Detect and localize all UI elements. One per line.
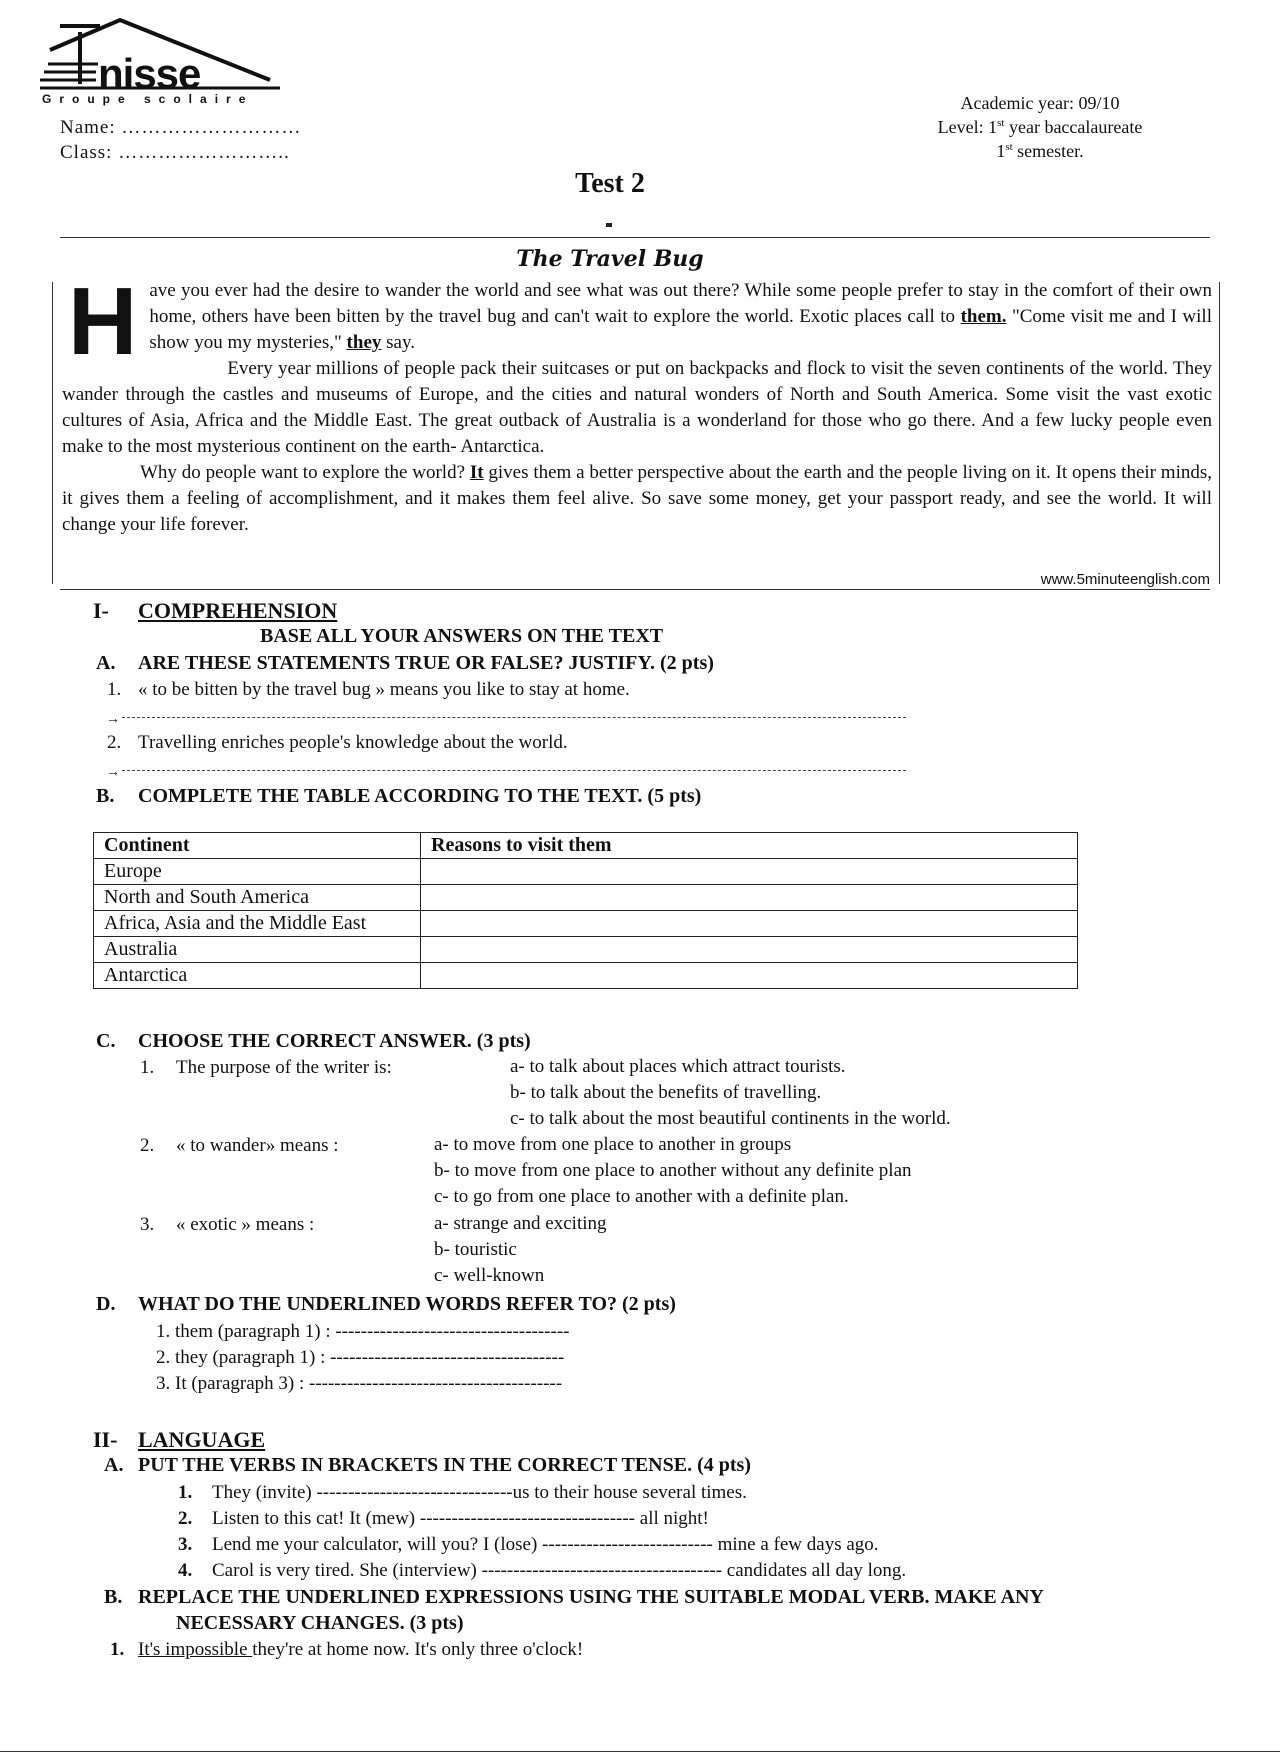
section-2-title: LANGUAGE — [138, 1427, 266, 1452]
reference-item-2[interactable]: 2. they (paragraph 1) : ------------------------------------- — [156, 1347, 565, 1368]
page-bottom-rule — [0, 1751, 1280, 1752]
tense-item-2[interactable]: Listen to this cat! It (mew) ---------------------------------- all night! — [212, 1508, 709, 1529]
class-field[interactable]: Class: …………………….. — [60, 142, 290, 163]
part-c-title: CHOOSE THE CORRECT ANSWER. (3 pts) — [138, 1030, 531, 1052]
tense-item-1[interactable]: They (invite) -------------------------------us to their house several times. — [212, 1482, 747, 1503]
part-c-letter: C. — [96, 1030, 116, 1052]
p1-text-b: "Come visit me and I will show you my mysteries," — [149, 306, 1212, 353]
logo-wordmark: nisse — [98, 50, 201, 97]
arrow-icon: → — [106, 712, 120, 727]
table-row — [94, 963, 1078, 989]
passage-paragraph-2: Every year millions of people pack their suitcases or put on backpacks and flock to visit the seven continents of the world. They wander through the castles and museums of Europe, and the cities and natural wonders of North and South America. Some visit the vast exotic cultures of Asia, Africa and the Middle East. The great outback of Australia is a wonderland for those who go there. And a few lucky people even make to the most mysterious continent on the earth- Antarctica. — [62, 358, 1212, 457]
reading-passage — [62, 268, 1213, 538]
tf-1-number: 1. — [107, 679, 122, 700]
passage-title: The Travel Bug — [516, 246, 704, 272]
mcq-2-question: « to wander» means : — [176, 1135, 339, 1156]
part-a-title: ARE THESE STATEMENTS TRUE OR FALSE? JUSTIFY. (2 pts) — [138, 652, 714, 674]
level-prefix: Level: 1 — [937, 117, 998, 137]
part-d-title: WHAT DO THE UNDERLINED WORDS REFER TO? (2 pts) — [138, 1293, 676, 1315]
tense-1-number: 1. — [178, 1482, 193, 1503]
semester-num: 1 — [996, 141, 1006, 161]
lang-part-a-letter: A. — [104, 1454, 124, 1476]
mcq-3-option-b[interactable]: b- touristic — [434, 1239, 517, 1260]
modal-item-1-rest: they're at home now. It's only three o'clock! — [252, 1639, 584, 1660]
table-cell-answer[interactable] — [421, 911, 1078, 937]
lang-part-b-title-1: REPLACE THE UNDERLINED EXPRESSIONS USING THE SUITABLE MODAL VERB. MAKE ANY — [138, 1586, 1044, 1608]
mcq-1-option-a[interactable]: a- to talk about places which attract tourists. — [510, 1056, 846, 1077]
arrow-icon: → — [106, 765, 120, 780]
passage-paragraph-3 — [62, 460, 1212, 538]
table-row — [94, 885, 1078, 911]
table-cell-answer[interactable] — [421, 963, 1078, 989]
tense-item-3[interactable]: Lend me your calculator, will you? I (lose) --------------------------- mine a few days ago. — [212, 1534, 879, 1555]
table-cell-answer[interactable] — [421, 859, 1078, 885]
school-logo — [40, 18, 320, 108]
part-b-title: COMPLETE THE TABLE ACCORDING TO THE TEXT. (5 pts) — [138, 785, 702, 807]
semester-sup: st — [1005, 141, 1013, 153]
lang-part-b-title-2: NECESSARY CHANGES. (3 pts) — [176, 1612, 464, 1634]
mcq-2-number: 2. — [140, 1135, 155, 1156]
underlined-they: they — [346, 332, 382, 353]
underlined-them: them. — [960, 306, 1007, 327]
mcq-2-option-b[interactable]: b- to move from one place to another without any definite plan — [434, 1160, 912, 1181]
section-1-title: COMPREHENSION — [138, 598, 338, 623]
level-sup: st — [997, 117, 1005, 129]
tf-statement-2: Travelling enriches people's knowledge about the world. — [138, 732, 568, 753]
lang-part-a-title: PUT THE VERBS IN BRACKETS IN THE CORRECT TENSE. (4 pts) — [138, 1454, 751, 1476]
name-field[interactable]: Name: ……………………… — [60, 117, 302, 138]
table-cell-continent: Europe — [94, 859, 421, 885]
p1-text-a: ave you ever had the desire to wander the world and see what was out there? While some people prefer to stay in the comfort of their own home, others have been bitten by the travel bug and can't wait to explore the world. Exotic places call to — [149, 280, 1212, 327]
passage-frame-left — [52, 282, 53, 584]
source-url: www.5minuteenglish.com — [1040, 571, 1210, 588]
lang-part-b-letter: B. — [104, 1586, 123, 1608]
tense-2-number: 2. — [178, 1508, 193, 1529]
passage-paragraph-1 — [62, 268, 1212, 375]
p3-text-b: gives them a better perspective about the earth and the people living on it. It opens their minds, it gives them a feeling of accomplishment, and it makes them feel alive. So save some money, get your passport ready, and see the world. It will change your life forever. — [62, 462, 1213, 535]
semester-suffix: semester. — [1012, 141, 1084, 161]
part-b-letter: B. — [96, 785, 115, 807]
mcq-3-question: « exotic » means : — [176, 1214, 315, 1235]
bullet-mark — [606, 223, 612, 227]
semester — [910, 140, 1170, 163]
reference-item-1[interactable]: 1. them (paragraph 1) : ------------------------------------- — [156, 1321, 570, 1342]
table-header-row — [94, 833, 1078, 859]
academic-year: Academic year: 09/10 — [960, 93, 1120, 113]
tense-4-number: 4. — [178, 1560, 193, 1581]
table-cell-answer[interactable] — [421, 885, 1078, 911]
table-row — [94, 859, 1078, 885]
tense-3-number: 3. — [178, 1534, 193, 1555]
part-d-letter: D. — [96, 1293, 116, 1315]
underlined-it: It — [469, 462, 484, 483]
section-1-subtitle: BASE ALL YOUR ANSWERS ON THE TEXT — [260, 625, 664, 647]
level-suffix: year baccalaureate — [1004, 117, 1143, 137]
table-cell-continent: Africa, Asia and the Middle East — [94, 911, 421, 937]
header-divider — [60, 237, 1210, 238]
table-row — [94, 911, 1078, 937]
p3-text-a: Why do people want to explore the world? — [140, 462, 470, 483]
tense-item-4[interactable]: Carol is very tired. She (interview) -------------------------------------- candidates all day long. — [212, 1560, 907, 1581]
logo-subtitle: Groupe scolaire — [42, 92, 254, 106]
reference-item-3[interactable]: 3. It (paragraph 3) : ---------------------------------------- — [156, 1373, 563, 1394]
mcq-1-number: 1. — [140, 1057, 155, 1078]
table-header-reasons: Reasons to visit them — [421, 833, 1078, 859]
table-cell-answer[interactable] — [421, 937, 1078, 963]
section-1-number: I- — [93, 598, 109, 623]
mcq-2-option-c[interactable]: c- to go from one place to another with a definite plan. — [434, 1186, 849, 1207]
continent-table — [93, 832, 1078, 989]
part-a-letter: A. — [96, 652, 116, 674]
drop-cap: H — [68, 268, 138, 375]
table-cell-continent: Australia — [94, 937, 421, 963]
tf-answer-line-1[interactable] — [122, 717, 906, 718]
mcq-3-option-c[interactable]: c- well-known — [434, 1265, 545, 1286]
mcq-1-option-b[interactable]: b- to talk about the benefits of travelling. — [510, 1082, 822, 1103]
mcq-1-question: The purpose of the writer is: — [176, 1057, 392, 1078]
mcq-3-option-a[interactable]: a- strange and exciting — [434, 1213, 607, 1234]
test-title: Test 2 — [575, 168, 645, 199]
modal-item-1 — [138, 1638, 583, 1662]
table-cell-continent: North and South America — [94, 885, 421, 911]
mcq-1-option-c[interactable]: c- to talk about the most beautiful continents in the world. — [510, 1108, 951, 1129]
tf-2-number: 2. — [107, 732, 122, 753]
passage-divider — [60, 589, 1210, 590]
modal-1-number: 1. — [110, 1639, 125, 1660]
section-2-number: II- — [93, 1427, 118, 1452]
mcq-2-option-a[interactable]: a- to move from one place to another in groups — [434, 1134, 792, 1155]
level — [910, 116, 1170, 139]
tf-statement-1: « to be bitten by the travel bug » means you like to stay at home. — [138, 679, 630, 700]
p1-text-c: say. — [381, 332, 415, 353]
table-cell-continent: Antarctica — [94, 963, 421, 989]
table-row — [94, 937, 1078, 963]
table-header-continent: Continent — [94, 833, 421, 859]
underlined-expression: It's impossible — [138, 1639, 253, 1660]
mcq-3-number: 3. — [140, 1214, 155, 1235]
tf-answer-line-2[interactable] — [122, 770, 906, 771]
passage-frame-right — [1219, 282, 1220, 584]
